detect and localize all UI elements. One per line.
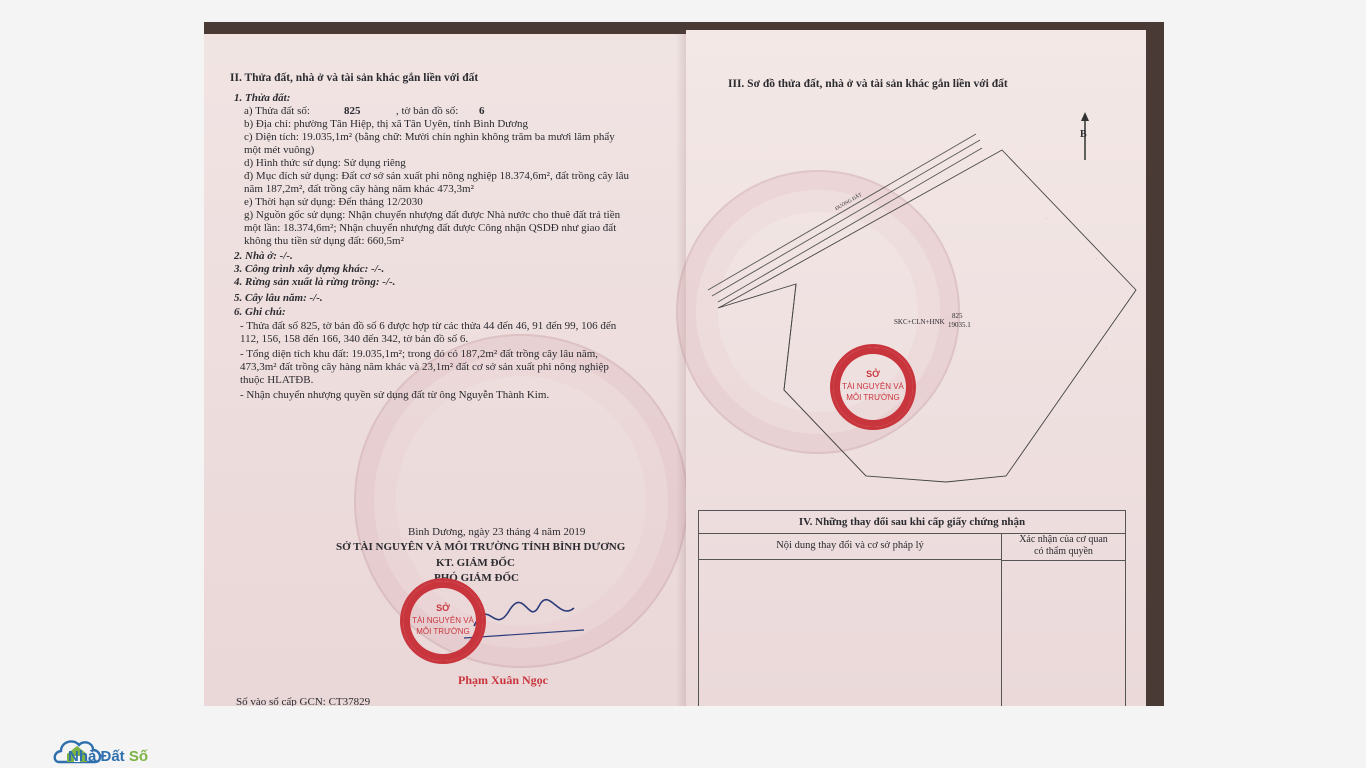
sheet-number: 6 [479, 105, 485, 117]
parcel-label: a) Thửa đất số: [244, 105, 310, 117]
road-label: ĐƯỜNG ĐẤT [834, 192, 864, 213]
svg-text:·: · [1046, 216, 1048, 221]
note-3: - Nhận chuyển nhượng quyền sử dụng đất từ ông Nguyễn Thành Kim. [240, 389, 550, 401]
issue-date: Bình Dương, ngày 23 tháng 4 năm 2019 [408, 526, 586, 538]
usage-form: d) Hình thức sử dụng: Sử dụng riêng [244, 157, 406, 169]
red-stamp-signature: SỞ TÀI NGUYÊN VÀ MÔI TRƯỜNG [400, 578, 486, 664]
changes-col-confirm: Xác nhận của cơ quan có thẩm quyền [1002, 533, 1125, 561]
section-title: II. Thửa đất, nhà ở và tài sản khác gắn liền với đất [230, 72, 479, 84]
land-heading: 1. Thửa đất: [234, 92, 291, 104]
signer-name: Phạm Xuân Ngọc [458, 673, 549, 687]
works-heading: 3. Công trình xây dựng khác: -/-. [234, 263, 385, 275]
svg-text:·: · [836, 226, 838, 231]
register-number: Số vào sổ cấp GCN: CT37829 [236, 696, 371, 706]
svg-text:·: · [1106, 346, 1108, 351]
note-2: - Tổng diện tích khu đất: 19.035,1m²; trong đó có 187,2m² đất trồng cây lâu năm, [240, 348, 599, 360]
svg-text:·: · [746, 266, 748, 271]
house-heading: 2. Nhà ở: -/-. [234, 250, 293, 262]
north-arrow-icon: B [1078, 112, 1092, 162]
note-1: - Thửa đất số 825, tờ bản đồ số 6 được hợp từ các thửa 44 đến 46, 91 đến 99, 106 đến [240, 320, 617, 332]
changes-col-content: Nội dung thay đổi và cơ sở pháp lý [699, 533, 1002, 560]
kt-director: KT. GIÁM ĐỐC [436, 557, 515, 569]
changes-title: IV. Những thay đổi sau khi cấp giấy chứng nhận [699, 511, 1125, 534]
usage-origin-cont2: không thu tiền sử dụng đất: 660,5m² [244, 235, 404, 247]
note-2-cont2: thuộc HLATĐB. [240, 374, 314, 386]
parcel-area: 19035.1 [948, 321, 971, 329]
forest-heading: 4. Rừng sản xuất là rừng trồng: -/-. [234, 276, 396, 288]
parcel-number: 825 [952, 312, 963, 320]
changes-table [698, 510, 1126, 706]
red-stamp-map: SỞ TÀI NGUYÊN VÀ MÔI TRƯỜNG [830, 344, 916, 430]
trees-heading: 5. Cây lâu năm: -/-. [234, 292, 323, 304]
usage-origin-cont1: một lần: 18.374,6m²; Nhận chuyển nhượng đất được Công nhận QSDĐ như giao đất [244, 222, 617, 234]
usage-purpose: đ) Mục đích sử dụng: Đất cơ sở sản xuất phi nông nghiệp 18.374,6m², đất trồng cây lâu [244, 170, 630, 182]
issuing-agency: SỞ TÀI NGUYÊN VÀ MÔI TRƯỜNG TỈNH BÌNH DƯƠNG [336, 541, 626, 553]
diagram-title: III. Sơ đồ thửa đất, nhà ở và tài sản khác gắn liền với đất [728, 78, 1008, 90]
usage-term: e) Thời hạn sử dụng: Đến tháng 12/2030 [244, 196, 423, 208]
sheet-label: , tờ bản đồ số: [396, 105, 459, 117]
notes-heading: 6. Ghi chú: [234, 306, 286, 318]
address: b) Địa chỉ: phường Tân Hiệp, thị xã Tân Uyên, tỉnh Bình Dương [244, 118, 529, 130]
certificate-photo [204, 22, 1164, 706]
area-words: một mét vuông) [244, 144, 315, 156]
svg-text:·: · [916, 176, 918, 181]
parcel-number: 825 [344, 105, 361, 117]
deputy-director: PHÓ GIÁM ĐỐC [434, 572, 519, 584]
parcel-label: SKC+CLN+HNK [894, 318, 945, 326]
note-2-cont1: 473,3m² đất trồng cây hàng năm khác và 23,1m² đất cơ sở sản xuất phi nông nghiệp [240, 361, 609, 373]
svg-text:·: · [1096, 256, 1098, 261]
column-divider [1001, 559, 1002, 706]
usage-purpose-cont: năm 187,2m², đất trồng cây hàng năm khác 473,3m² [244, 183, 474, 195]
usage-origin: g) Nguồn gốc sử dụng: Nhận chuyển nhượng đất được Nhà nước cho thuê đất trả tiền [244, 209, 621, 221]
brand-name: Nhà Đất Số [68, 748, 149, 765]
left-page [204, 34, 686, 706]
area: c) Diện tích: 19.035,1m² (bằng chữ: Mười chín nghìn không trăm ba mươi lăm phẩy [244, 131, 615, 143]
note-1-cont: 112, 156, 158 đến 166, 340 đến 342, tờ bản đồ số 6. [240, 333, 469, 345]
